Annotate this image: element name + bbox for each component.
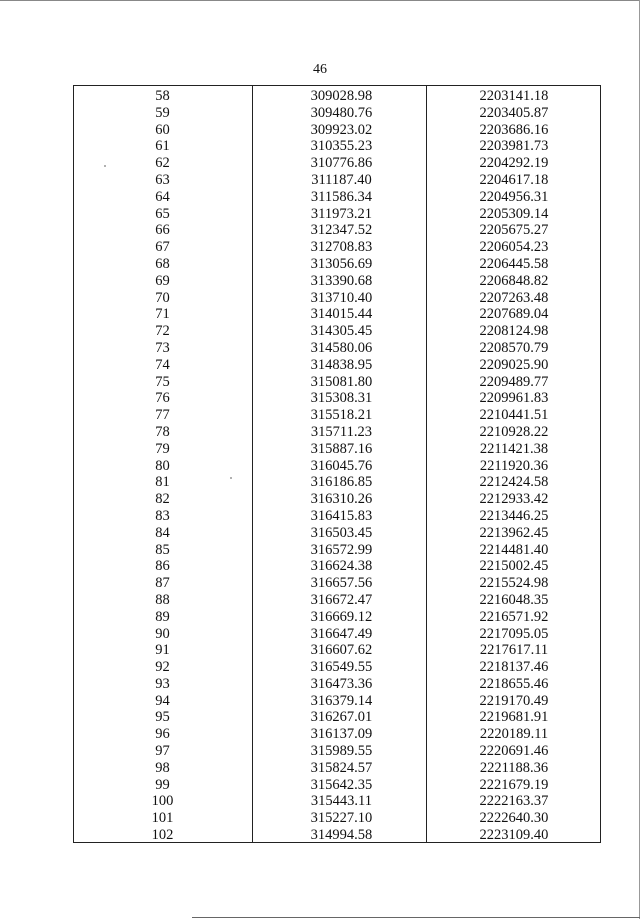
x-coordinate-cell: 315518.21	[310, 407, 373, 424]
y-coordinate-cell: 2212933.42	[479, 491, 549, 508]
y-coordinate-cell: 2215002.45	[479, 558, 549, 575]
table-row	[74, 239, 600, 256]
point-number-cell: 81	[155, 474, 170, 491]
table-row	[74, 306, 600, 323]
table-row	[74, 206, 600, 223]
y-coordinate-cell: 2220189.11	[479, 726, 549, 743]
point-number-cell: 93	[155, 675, 170, 692]
y-coordinate-cell: 2204956.31	[479, 188, 549, 205]
point-number-cell: 90	[155, 625, 170, 642]
point-number-cell: 87	[155, 575, 170, 592]
y-coordinate-cell: 2216571.92	[479, 608, 549, 625]
y-coordinate-cell: 2217617.11	[479, 642, 549, 659]
y-coordinate-cell: 2211920.36	[479, 457, 549, 474]
y-coordinate-cell: 2204292.19	[479, 155, 549, 172]
x-coordinate-cell: 316379.14	[310, 692, 373, 709]
x-coordinate-cell: 315308.31	[310, 390, 373, 407]
x-coordinate-cell: 314838.95	[310, 356, 373, 373]
x-coordinate-cell: 316624.38	[310, 558, 373, 575]
y-coordinate-cell: 2209961.83	[479, 390, 549, 407]
table-row	[74, 340, 600, 357]
y-coordinate-cell: 2215524.98	[479, 575, 549, 592]
table-row	[74, 609, 600, 626]
table-row	[74, 642, 600, 659]
x-coordinate-cell: 316503.45	[310, 524, 373, 541]
y-coordinate-cell: 2203981.73	[479, 138, 549, 155]
y-coordinate-cell: 2218655.46	[479, 675, 549, 692]
point-number-cell: 66	[155, 222, 170, 239]
y-coordinate-cell: 2213446.25	[479, 507, 549, 524]
x-coordinate-cell: 315443.11	[310, 793, 373, 810]
y-coordinate-cell: 2209489.77	[479, 373, 549, 390]
table-row	[74, 441, 600, 458]
x-coordinate-cell: 316045.76	[310, 457, 373, 474]
table-row	[74, 726, 600, 743]
y-coordinate-cell: 2207263.48	[479, 289, 549, 306]
point-number-cell: 92	[155, 659, 170, 676]
table-row	[74, 323, 600, 340]
y-coordinate-cell: 2208570.79	[479, 339, 549, 356]
point-number-cell: 69	[155, 272, 170, 289]
point-number-cell: 72	[155, 323, 170, 340]
table-row	[74, 290, 600, 307]
scan-edge-bottom	[192, 917, 640, 918]
y-coordinate-cell: 2204617.18	[479, 171, 549, 188]
table-row	[74, 810, 600, 827]
y-coordinate-cell: 2222640.30	[479, 810, 549, 827]
point-number-cell: 78	[155, 423, 170, 440]
x-coordinate-cell: 316672.47	[310, 591, 373, 608]
y-coordinate-cell: 2214481.40	[479, 541, 549, 558]
y-coordinate-cell: 2223109.40	[479, 827, 549, 844]
x-coordinate-cell: 314994.58	[310, 827, 373, 844]
table-row	[74, 88, 600, 105]
y-coordinate-cell: 2212424.58	[479, 474, 549, 491]
point-number-cell: 86	[155, 558, 170, 575]
y-coordinate-cell: 2205309.14	[479, 205, 549, 222]
x-coordinate-cell: 309480.76	[310, 104, 373, 121]
y-coordinate-cell: 2206445.58	[479, 255, 549, 272]
x-coordinate-cell: 313056.69	[310, 255, 373, 272]
table-row	[74, 424, 600, 441]
point-number-cell: 77	[155, 407, 170, 424]
x-coordinate-cell: 311973.21	[310, 205, 373, 222]
table-row	[74, 558, 600, 575]
y-coordinate-cell: 2219681.91	[479, 709, 549, 726]
table-row	[74, 743, 600, 760]
table-row	[74, 189, 600, 206]
point-number-cell: 91	[155, 642, 170, 659]
point-number-cell: 89	[155, 608, 170, 625]
table-row	[74, 592, 600, 609]
point-number-cell: 70	[155, 289, 170, 306]
y-coordinate-cell: 2206848.82	[479, 272, 549, 289]
table-row	[74, 659, 600, 676]
table-row	[74, 827, 600, 844]
x-coordinate-cell: 311187.40	[311, 171, 372, 188]
table-row	[74, 138, 600, 155]
point-number-cell: 95	[155, 709, 170, 726]
y-coordinate-cell: 2213962.45	[479, 524, 549, 541]
point-number-cell: 73	[155, 339, 170, 356]
point-number-cell: 62	[155, 155, 170, 172]
table-row	[74, 273, 600, 290]
x-coordinate-cell: 309028.98	[310, 88, 373, 104]
x-coordinate-cell: 315711.23	[310, 423, 373, 440]
table-row	[74, 525, 600, 542]
table-row	[74, 575, 600, 592]
x-coordinate-cell: 316473.36	[310, 675, 373, 692]
x-coordinate-cell: 316669.12	[310, 608, 373, 625]
x-coordinate-cell: 316572.99	[310, 541, 373, 558]
table-row	[74, 390, 600, 407]
table-row	[74, 105, 600, 122]
y-coordinate-cell: 2218137.46	[479, 659, 549, 676]
x-coordinate-cell: 315887.16	[310, 440, 373, 457]
point-number-cell: 71	[155, 306, 170, 323]
point-number-cell: 102	[151, 827, 174, 844]
x-coordinate-cell: 315227.10	[310, 810, 373, 827]
table-row	[74, 626, 600, 643]
y-coordinate-cell: 2220691.46	[479, 743, 549, 760]
x-coordinate-cell: 315081.80	[310, 373, 373, 390]
table-row	[74, 256, 600, 273]
point-number-cell: 74	[155, 356, 170, 373]
x-coordinate-cell: 313390.68	[310, 272, 373, 289]
point-number-cell: 83	[155, 507, 170, 524]
y-coordinate-cell: 2221679.19	[479, 776, 549, 793]
y-coordinate-cell: 2205675.27	[479, 222, 549, 239]
point-number-cell: 97	[155, 743, 170, 760]
page-number: 46	[313, 62, 327, 77]
table-body	[74, 88, 600, 844]
point-number-cell: 98	[155, 759, 170, 776]
scan-speck	[104, 165, 106, 167]
y-coordinate-cell: 2210928.22	[479, 423, 549, 440]
x-coordinate-cell: 310355.23	[310, 138, 373, 155]
table-row	[74, 760, 600, 777]
y-coordinate-cell: 2207689.04	[479, 306, 549, 323]
x-coordinate-cell: 316607.62	[310, 642, 373, 659]
x-coordinate-cell: 316267.01	[310, 709, 373, 726]
y-coordinate-cell: 2203686.16	[479, 121, 549, 138]
point-number-cell: 101	[151, 810, 174, 827]
x-coordinate-cell: 314015.44	[310, 306, 373, 323]
x-coordinate-cell: 316137.09	[310, 726, 373, 743]
x-coordinate-cell: 314580.06	[310, 339, 373, 356]
x-coordinate-cell: 311586.34	[310, 188, 373, 205]
point-number-cell: 68	[155, 255, 170, 272]
point-number-cell: 94	[155, 692, 170, 709]
point-number-cell: 100	[151, 793, 174, 810]
x-coordinate-cell: 309923.02	[310, 121, 373, 138]
table-row	[74, 458, 600, 475]
x-coordinate-cell: 312708.83	[310, 239, 373, 256]
x-coordinate-cell: 315989.55	[310, 743, 373, 760]
point-number-cell: 60	[155, 121, 170, 138]
point-number-cell: 64	[155, 188, 170, 205]
point-number-cell: 76	[155, 390, 170, 407]
table-row	[74, 407, 600, 424]
table-row	[74, 676, 600, 693]
y-coordinate-cell: 2211421.38	[479, 440, 549, 457]
point-number-cell: 80	[155, 457, 170, 474]
point-number-cell: 85	[155, 541, 170, 558]
y-coordinate-cell: 2203405.87	[479, 104, 549, 121]
point-number-cell: 96	[155, 726, 170, 743]
x-coordinate-cell: 316647.49	[310, 625, 373, 642]
table-row	[74, 542, 600, 559]
table-row	[74, 508, 600, 525]
point-number-cell: 88	[155, 591, 170, 608]
y-coordinate-cell: 2222163.37	[479, 793, 549, 810]
x-coordinate-cell: 313710.40	[310, 289, 373, 306]
point-number-cell: 67	[155, 239, 170, 256]
point-number-cell: 58	[155, 88, 170, 104]
x-coordinate-cell: 312347.52	[310, 222, 373, 239]
table-row	[74, 155, 600, 172]
table-row	[74, 222, 600, 239]
y-coordinate-cell: 2219170.49	[479, 692, 549, 709]
x-coordinate-cell: 310776.86	[310, 155, 373, 172]
x-coordinate-cell: 316549.55	[310, 659, 373, 676]
point-number-cell: 84	[155, 524, 170, 541]
table-row	[74, 693, 600, 710]
x-coordinate-cell: 315642.35	[310, 776, 373, 793]
point-number-cell: 61	[155, 138, 170, 155]
point-number-cell: 79	[155, 440, 170, 457]
y-coordinate-cell: 2209025.90	[479, 356, 549, 373]
y-coordinate-cell: 2221188.36	[479, 759, 549, 776]
coordinate-table	[73, 85, 601, 843]
x-coordinate-cell: 315824.57	[310, 759, 373, 776]
table-row	[74, 491, 600, 508]
x-coordinate-cell: 316415.83	[310, 507, 373, 524]
y-coordinate-cell: 2208124.98	[479, 323, 549, 340]
x-coordinate-cell: 316186.85	[310, 474, 373, 491]
y-coordinate-cell: 2216048.35	[479, 591, 549, 608]
point-number-cell: 75	[155, 373, 170, 390]
y-coordinate-cell: 2203141.18	[479, 88, 549, 104]
y-coordinate-cell: 2217095.05	[479, 625, 549, 642]
table-row	[74, 474, 600, 491]
point-number-cell: 82	[155, 491, 170, 508]
y-coordinate-cell: 2210441.51	[479, 407, 549, 424]
point-number-cell: 63	[155, 171, 170, 188]
x-coordinate-cell: 314305.45	[310, 323, 373, 340]
y-coordinate-cell: 2206054.23	[479, 239, 549, 256]
table-row	[74, 793, 600, 810]
table-row	[74, 357, 600, 374]
point-number-cell: 65	[155, 205, 170, 222]
table-row	[74, 709, 600, 726]
table-row	[74, 172, 600, 189]
x-coordinate-cell: 316657.56	[310, 575, 373, 592]
scan-speck	[230, 477, 232, 479]
point-number-cell: 99	[155, 776, 170, 793]
point-number-cell: 59	[155, 104, 170, 121]
x-coordinate-cell: 316310.26	[310, 491, 373, 508]
table-row	[74, 374, 600, 391]
table-row	[74, 777, 600, 794]
table-row	[74, 122, 600, 139]
scan-edge-top	[0, 0, 640, 1]
